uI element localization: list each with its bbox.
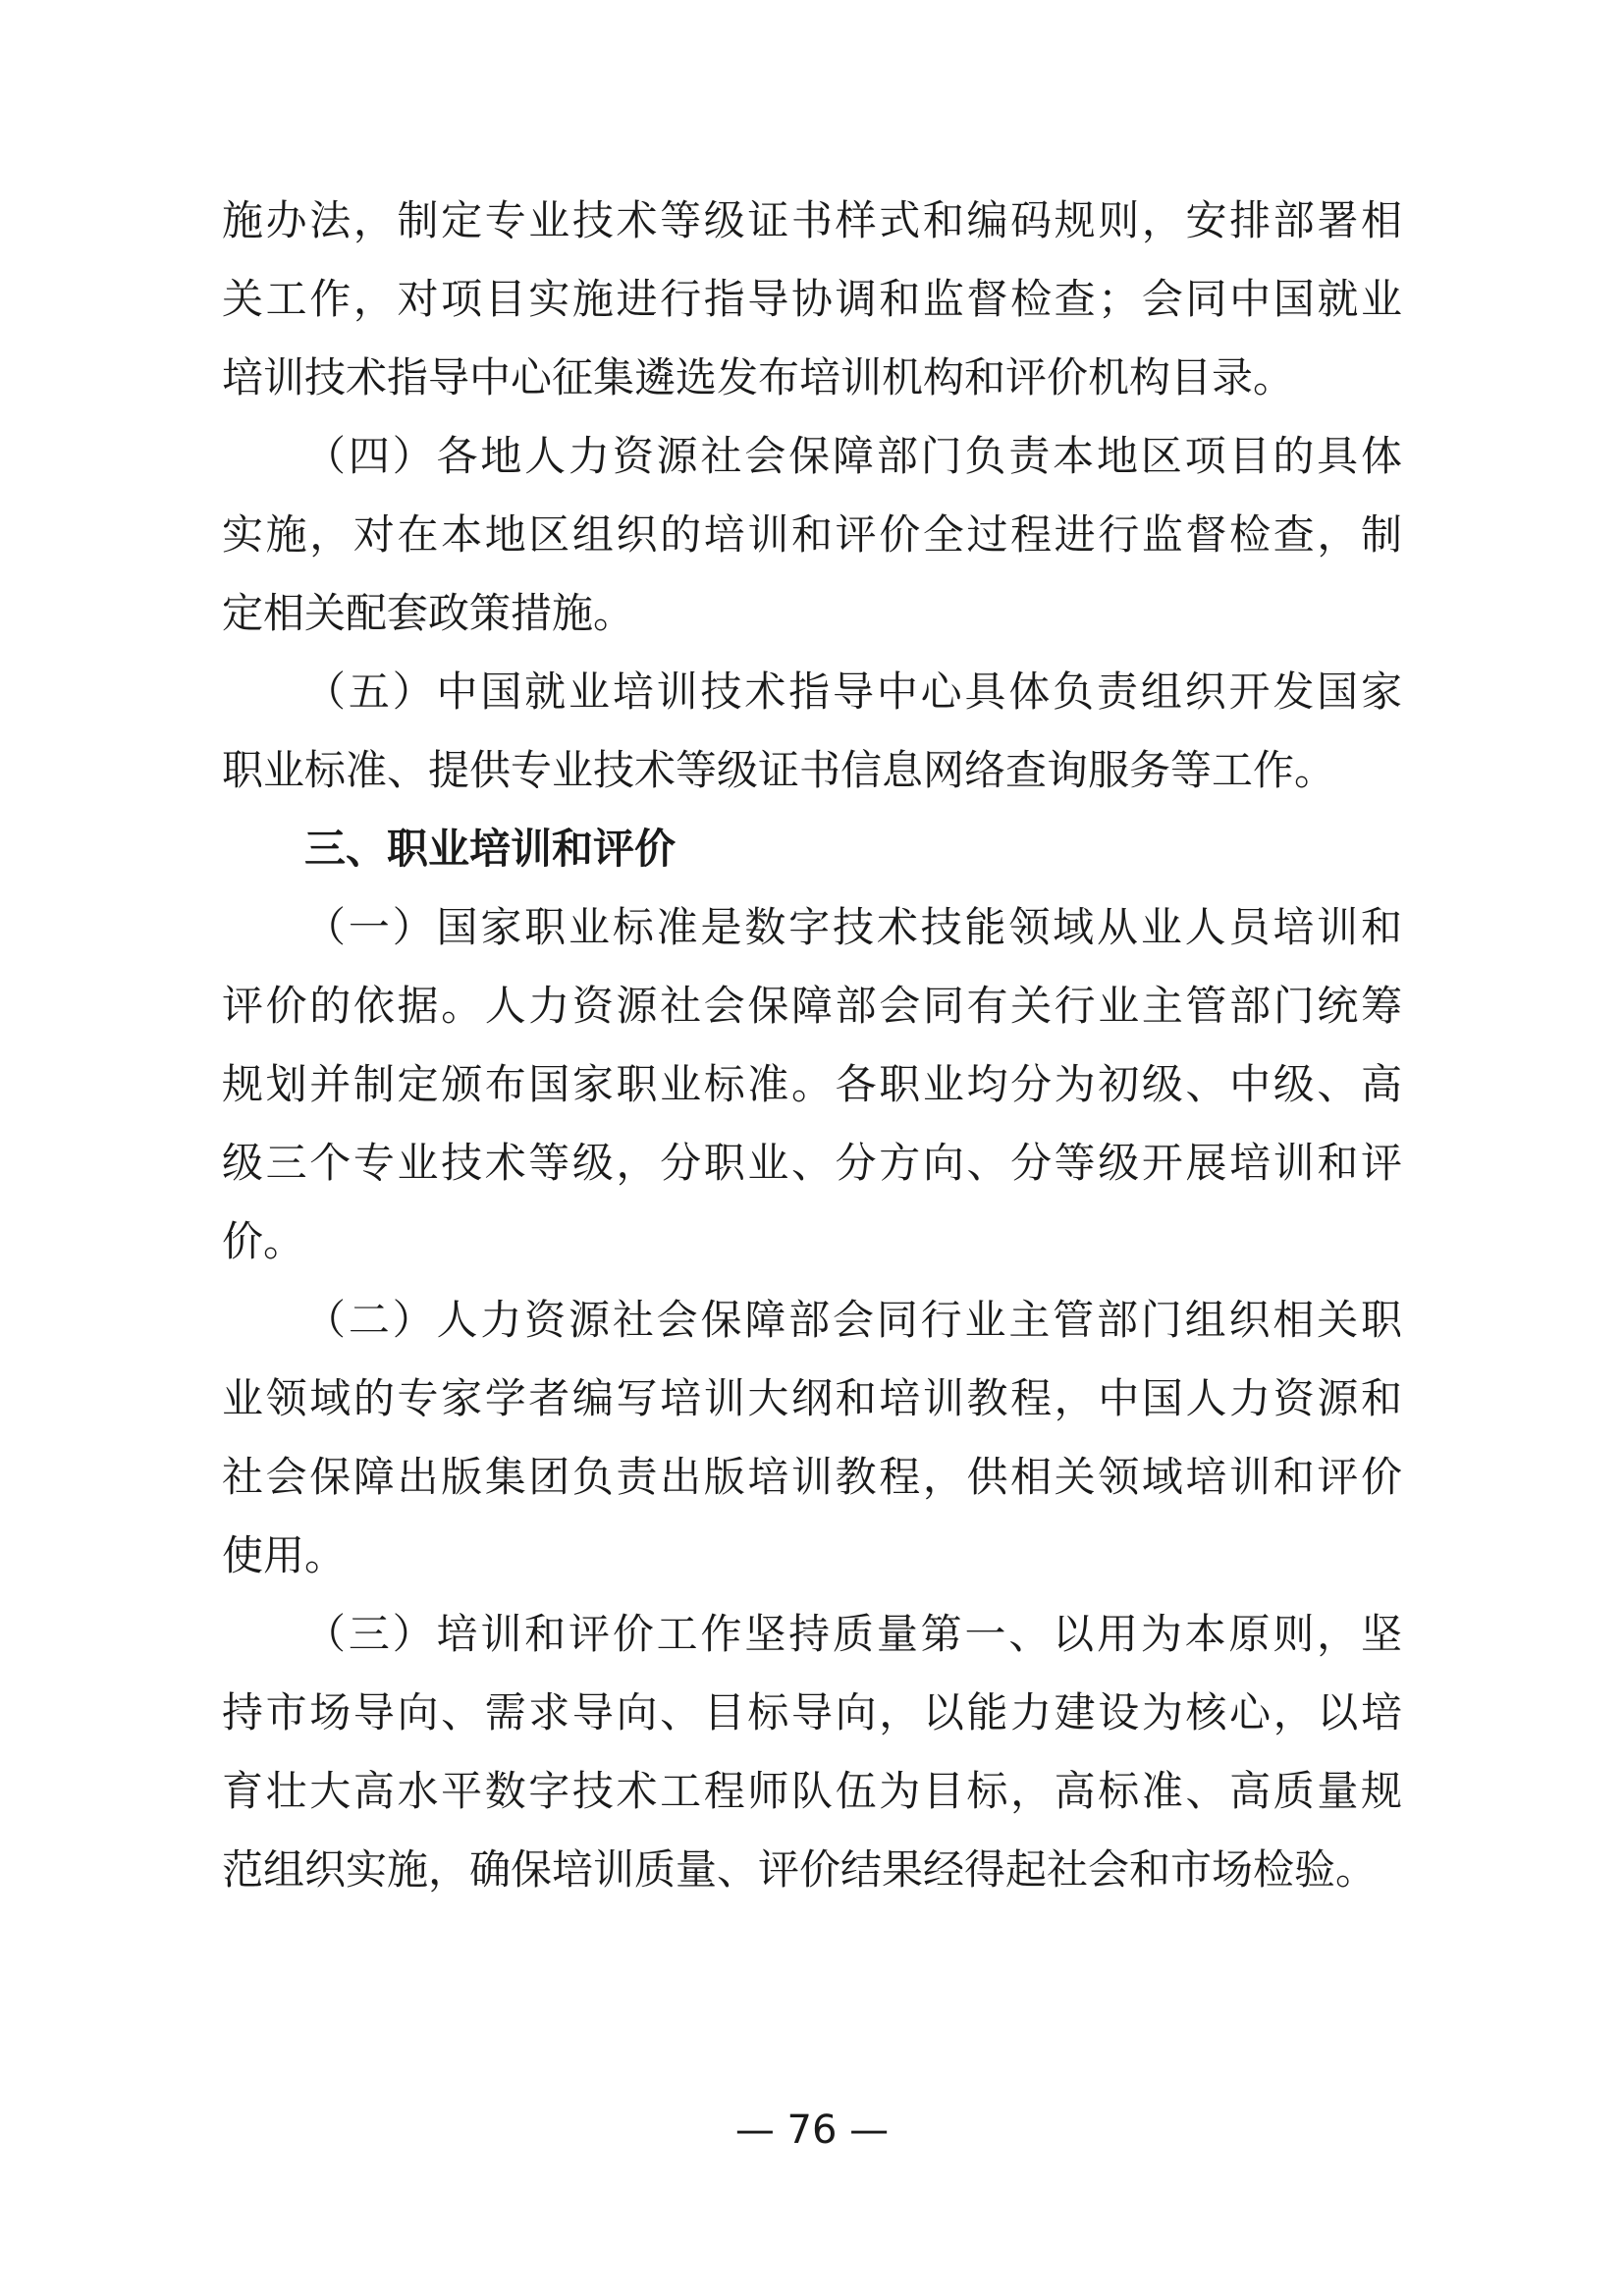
body-text-line: 级三个专业技术等级，分职业、分方向、分等级开展培训和评 xyxy=(222,1139,1402,1187)
body-text-line: 价。 xyxy=(222,1217,305,1265)
body-text-line: 育壮大高水平数字技术工程师队伍为目标，高标准、高质量规 xyxy=(222,1767,1402,1815)
body-text-line: 规划并制定颁布国家职业标准。各职业均分为初级、中级、高 xyxy=(222,1060,1402,1108)
body-text-line: 业领域的专家学者编写培训大纲和培训教程，中国人力资源和 xyxy=(222,1374,1402,1422)
body-text-line: 持市场导向、需求导向、目标导向，以能力建设为核心，以培 xyxy=(222,1688,1402,1736)
paragraph-start-line: （二）人力资源社会保障部会同行业主管部门组织相关职 xyxy=(304,1296,1402,1344)
paragraph-start-line: （一）国家职业标准是数字技术技能领域从业人员培训和 xyxy=(304,903,1402,951)
body-text-line: 范组织实施，确保培训质量、评价结果经得起社会和市场检验。 xyxy=(222,1845,1378,1894)
body-text-line: 社会保障出版集团负责出版培训教程，供相关领域培训和评价 xyxy=(222,1453,1402,1501)
paragraph-start-line: （五）中国就业培训技术指导中心具体负责组织开发国家 xyxy=(304,667,1402,716)
paragraph-start-line: （四）各地人力资源社会保障部门负责本地区项目的具体 xyxy=(304,432,1402,480)
page-number: — 76 — xyxy=(734,2108,890,2153)
body-text-line: 定相关配套政策措施。 xyxy=(222,589,635,637)
body-text-line: 使用。 xyxy=(222,1531,347,1579)
body-text-line: 实施，对在本地区组织的培训和评价全过程进行监督检查，制 xyxy=(222,510,1402,559)
body-text-line: 职业标准、提供专业技术等级证书信息网络查询服务等工作。 xyxy=(222,746,1336,794)
body-text-line: 培训技术指导中心征集遴选发布培训机构和评价机构目录。 xyxy=(222,353,1295,401)
body-text-line: 评价的依据。人力资源社会保障部会同有关行业主管部门统筹 xyxy=(222,982,1402,1030)
section-heading: 三、职业培训和评价 xyxy=(304,825,677,873)
body-text-line: 施办法，制定专业技术等级证书样式和编码规则，安排部署相 xyxy=(222,196,1402,244)
body-text-line: 关工作，对项目实施进行指导协调和监督检查；会同中国就业 xyxy=(222,275,1402,323)
paragraph-start-line: （三）培训和评价工作坚持质量第一、以用为本原则，坚 xyxy=(304,1610,1402,1658)
